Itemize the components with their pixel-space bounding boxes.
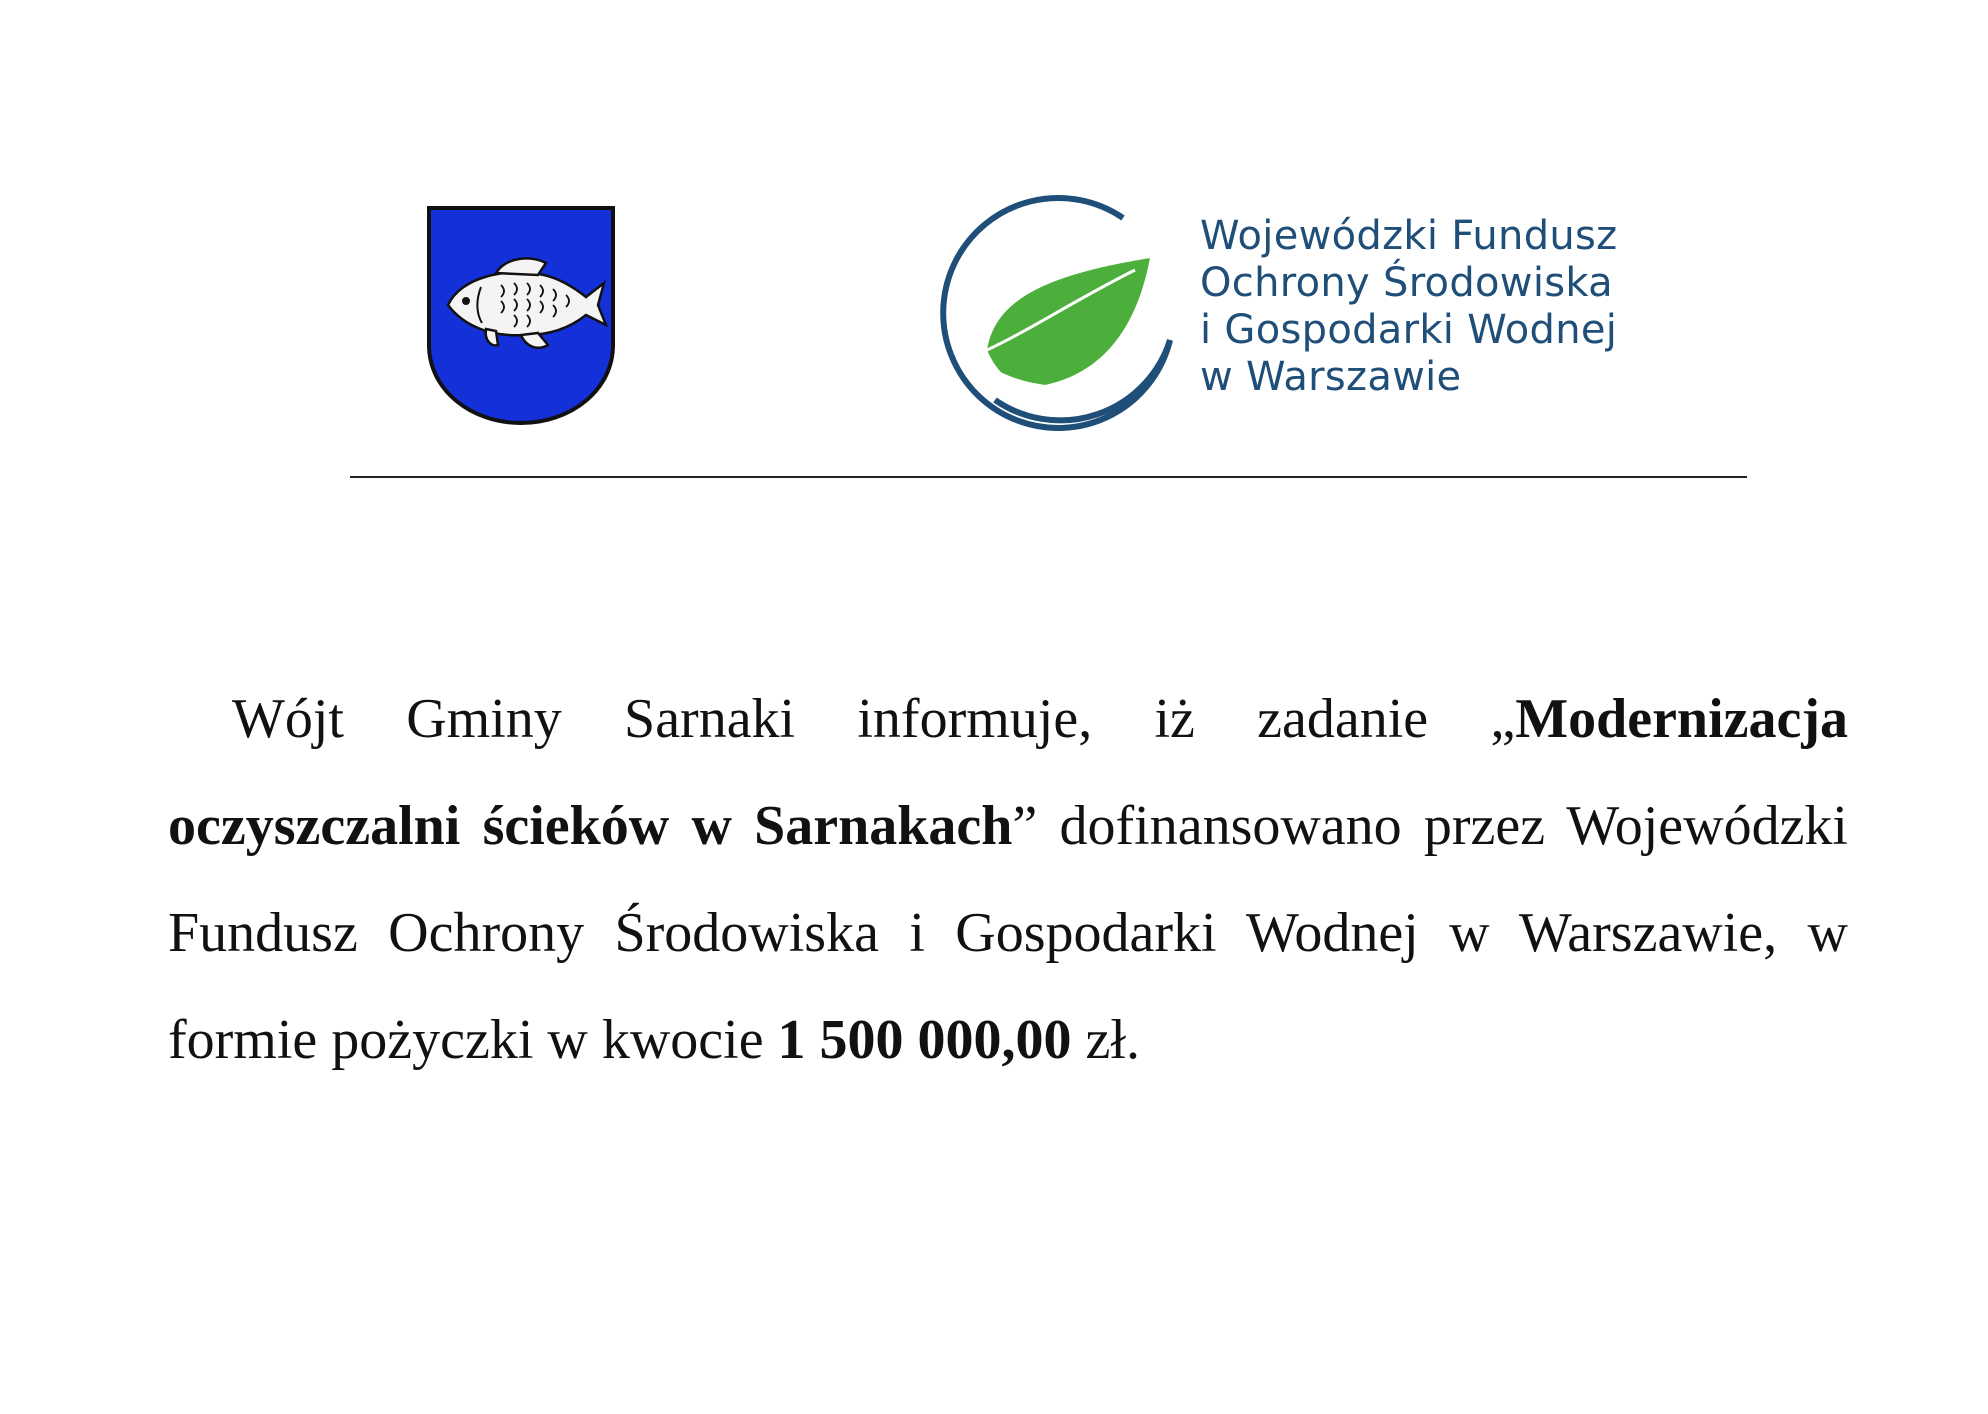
fund-name-line-3: i Gospodarki Wodnej (1200, 307, 1618, 353)
announcement-intro: Wójt Gminy Sarnaki informuje, iż zadanie „ (232, 688, 1516, 750)
task-name: Modernizacja oczyszczalni ścieków w Sarnakach (168, 688, 1848, 857)
announcement-middle: ” dofinansowano przez Wojewódzki Fundusz Ochrony Środowiska i Gospodarki Wodnej w Warszawie, w formie pożyczki w kwocie (168, 795, 1848, 1071)
fund-name-line-2: Ochrony Środowiska (1200, 260, 1613, 306)
coat-of-arms-shield (426, 205, 616, 427)
announcement-paragraph (168, 666, 1848, 1094)
leaf-icon (975, 258, 1150, 389)
fund-name-line-4: w Warszawie (1200, 354, 1462, 400)
header-divider (350, 476, 1747, 478)
fund-name-line-1: Wojewódzki Fundusz (1200, 213, 1618, 259)
fund-name (1200, 213, 1617, 401)
loan-amount: 1 500 000,00 (777, 1009, 1072, 1071)
announcement-ending: zł. (1071, 1009, 1140, 1071)
fund-logo-emblem (935, 190, 1183, 435)
